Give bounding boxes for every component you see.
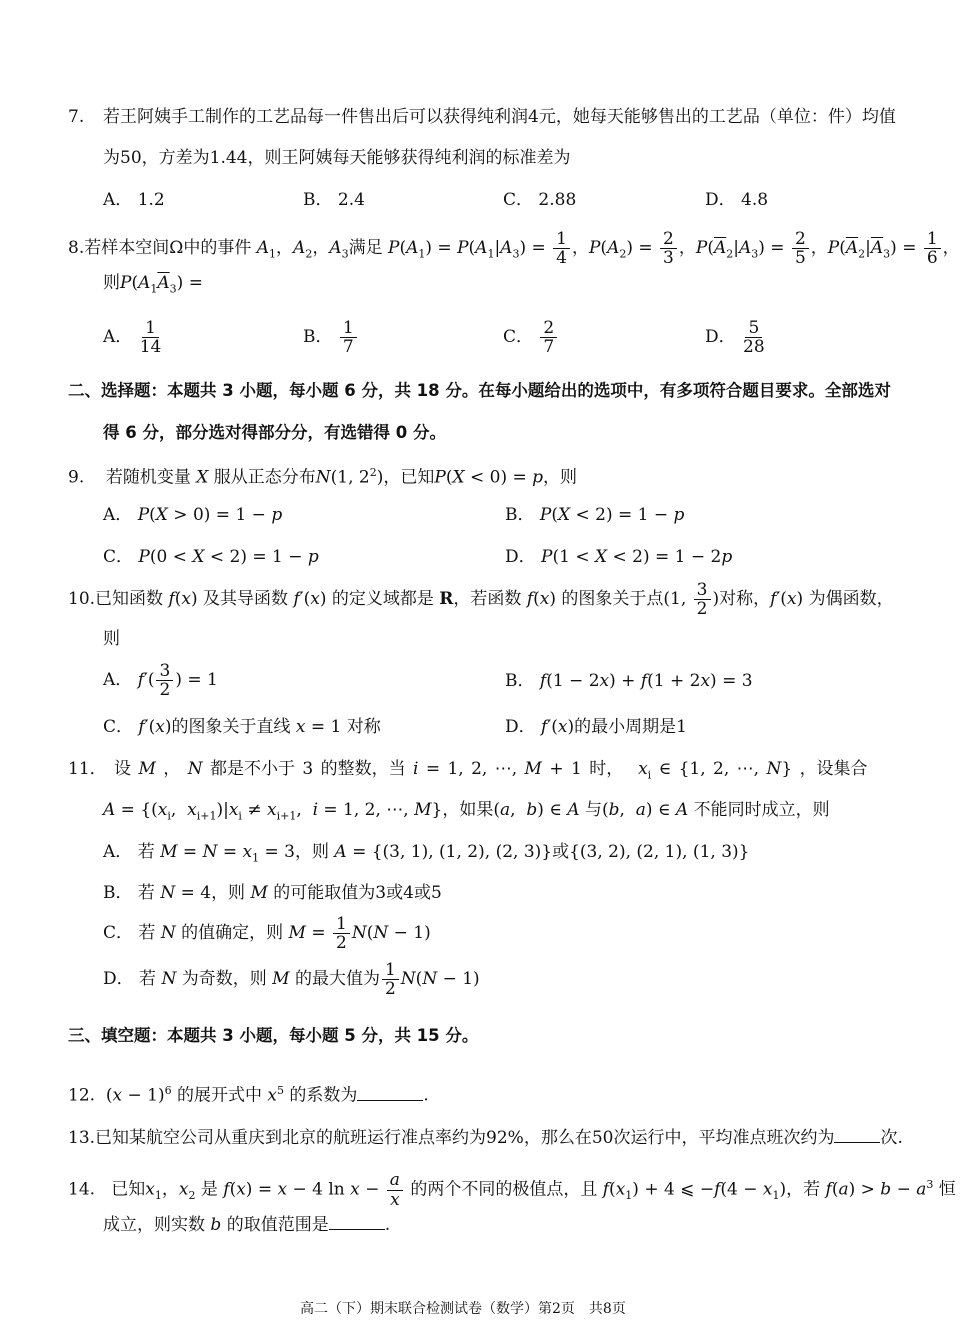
q11-stem-line1: 11． 设 M ， N 都是不小于 3 的整数，当 i = 1, 2, ⋯, M + 1 时， $x_i$ ∈ {1, 2, ⋯, N} ，设集合 xyxy=(68,759,868,782)
q10-stem: 10.已知函数 f(x) 及其导函数 f′(x) 的定义域都是 R，若函数 f(x) 的图象关于点(1, $\frac{3}{2}$ )对称，f′(x) 为偶函数， xyxy=(68,579,894,619)
q7-option-d: D． 4.8 xyxy=(705,190,769,210)
q7-option-c: C． 2.88 xyxy=(503,190,577,210)
q12-answer-blank[interactable] xyxy=(357,1084,423,1101)
q11-option-c: C． 若 N 的值确定，则 M = $\frac{1}{2}$ N(N − 1) xyxy=(103,913,431,953)
q11-option-a: A． 若 $M = N = x_1 = 3$，则 A = {(3, 1), (1, 2), (2, 3)}或{(3, 2), (2, 1), (1, 3)} xyxy=(103,842,750,865)
q14-stem-line1: 14. 已知$x_1$，$x_2$ 是 f(x) = x − 4 ln x − $\frac{a}{x}$ 的两个不同的极值点，且 $f(x_1) + 4$ ⩽ $-f(4 - x_1)$，若 $f(a) > b - a^3$ 恒 xyxy=(68,1170,956,1210)
q7-option-b: B． 2.4 xyxy=(303,190,365,210)
q7-number: 7. xyxy=(68,107,85,127)
q8-stem-line1: 8.若样本空间Ω中的事件 $A_1$，$A_2$，$A_3$满足 $P(A_1) = P(A_1|A_3)$ = $\frac{1}{4}$ ，$P(A_2)$ = $\frac{2}{3}$ ，$P(\overline{A}_2|A_3)$ = $\frac{2}{5}$ ，$P(\overline{A}_2|\overline{A}_3)$ = $\frac{1}{6}$ ， xyxy=(68,228,960,268)
q14-stem-line2: 成立，则实数 b 的取值范围是 . xyxy=(103,1215,391,1235)
q9-option-a: A． P(X > 0) = 1 − p xyxy=(103,505,283,525)
q9-option-b: B． P(X < 2) = 1 − p xyxy=(505,505,685,525)
q8-stem-line2: 则$P(A_1\overline{A}_3)$ = xyxy=(103,273,203,296)
q11-stem-line2: $A = \{(x_i$, $x_{i+1})|x_i \ne x_{i+1}$, i = 1, 2, ⋯, M}，如果(a, b) ∈ A 与(b, a) ∈ A 不能同时成立，则 xyxy=(103,800,830,823)
q10-option-c: C． f′(x)的图象关于直线 x = 1 对称 xyxy=(103,717,381,737)
q10-option-a: A． f′( $\frac{3}{2}$ ) = 1 xyxy=(103,660,218,700)
q9-option-c: C． P(0 < X < 2) = 1 − p xyxy=(103,547,319,567)
section-2-heading: 二、选择题：本题共 3 小题，每小题 6 分，共 18 分。在每小题给出的选项中，有多项符合题目要求。全部选对 xyxy=(68,381,891,400)
q14-answer-blank[interactable] xyxy=(329,1213,385,1230)
section-2-heading-line2: 得 6 分，部分选对得部分分，有选错得 0 分。 xyxy=(103,423,446,442)
q8-option-b: B． $\frac{1}{7}$ xyxy=(303,314,359,360)
section-3-heading: 三、填空题：本题共 3 小题，每小题 5 分，共 15 分。 xyxy=(68,1026,479,1045)
q10-stem-line2: 则 xyxy=(103,629,120,649)
q10-option-d: D． f′(x)的最小周期是1 xyxy=(505,717,687,737)
q7-stem-line2: 为50，方差为1.44，则王阿姨每天能够获得纯利润的标准差为 xyxy=(103,148,571,168)
q8-option-d: D． $\frac{5}{28}$ xyxy=(705,317,765,357)
q12-stem: 12. $(x - 1)^6$ 的展开式中 $x^5$ 的系数为 . xyxy=(68,1084,429,1106)
q7-stem-line1: 若王阿姨手工制作的工艺品每一件售出后可以获得纯利润4元，她每天能够售出的工艺品（单位：件）均值 xyxy=(103,107,896,127)
q10-option-b: B． f(1 − 2x) + f(1 + 2x) = 3 xyxy=(505,671,753,691)
q8-option-c: C． $\frac{2}{7}$ xyxy=(503,314,559,360)
q8-option-a: A． $\frac{1}{14}$ xyxy=(103,317,162,357)
page-footer: 高二（下）期末联合检测试卷（数学）第2页 共8页 xyxy=(300,1301,626,1317)
q13-answer-blank[interactable] xyxy=(834,1126,880,1143)
q9-stem: 9. 若随机变量 X 服从正态分布N(1, $2^2$)，已知P(X < 0) = p，则 xyxy=(68,466,578,488)
q13-stem: 13.已知某航空公司从重庆到北京的航班运行准点率约为92%，那么在50次运行中，平均准点班次约为 次. xyxy=(68,1128,903,1148)
q11-option-d: D． 若 N 为奇数，则 M 的最大值为 $\frac{1}{2}$ N(N − 1) xyxy=(103,959,480,999)
q9-option-d: D． P(1 < X < 2) = 1 − 2p xyxy=(505,547,733,567)
q7-option-a: A． 1.2 xyxy=(103,190,165,210)
q11-option-b: B． 若 N = 4，则 M 的可能取值为3或4或5 xyxy=(103,883,442,903)
